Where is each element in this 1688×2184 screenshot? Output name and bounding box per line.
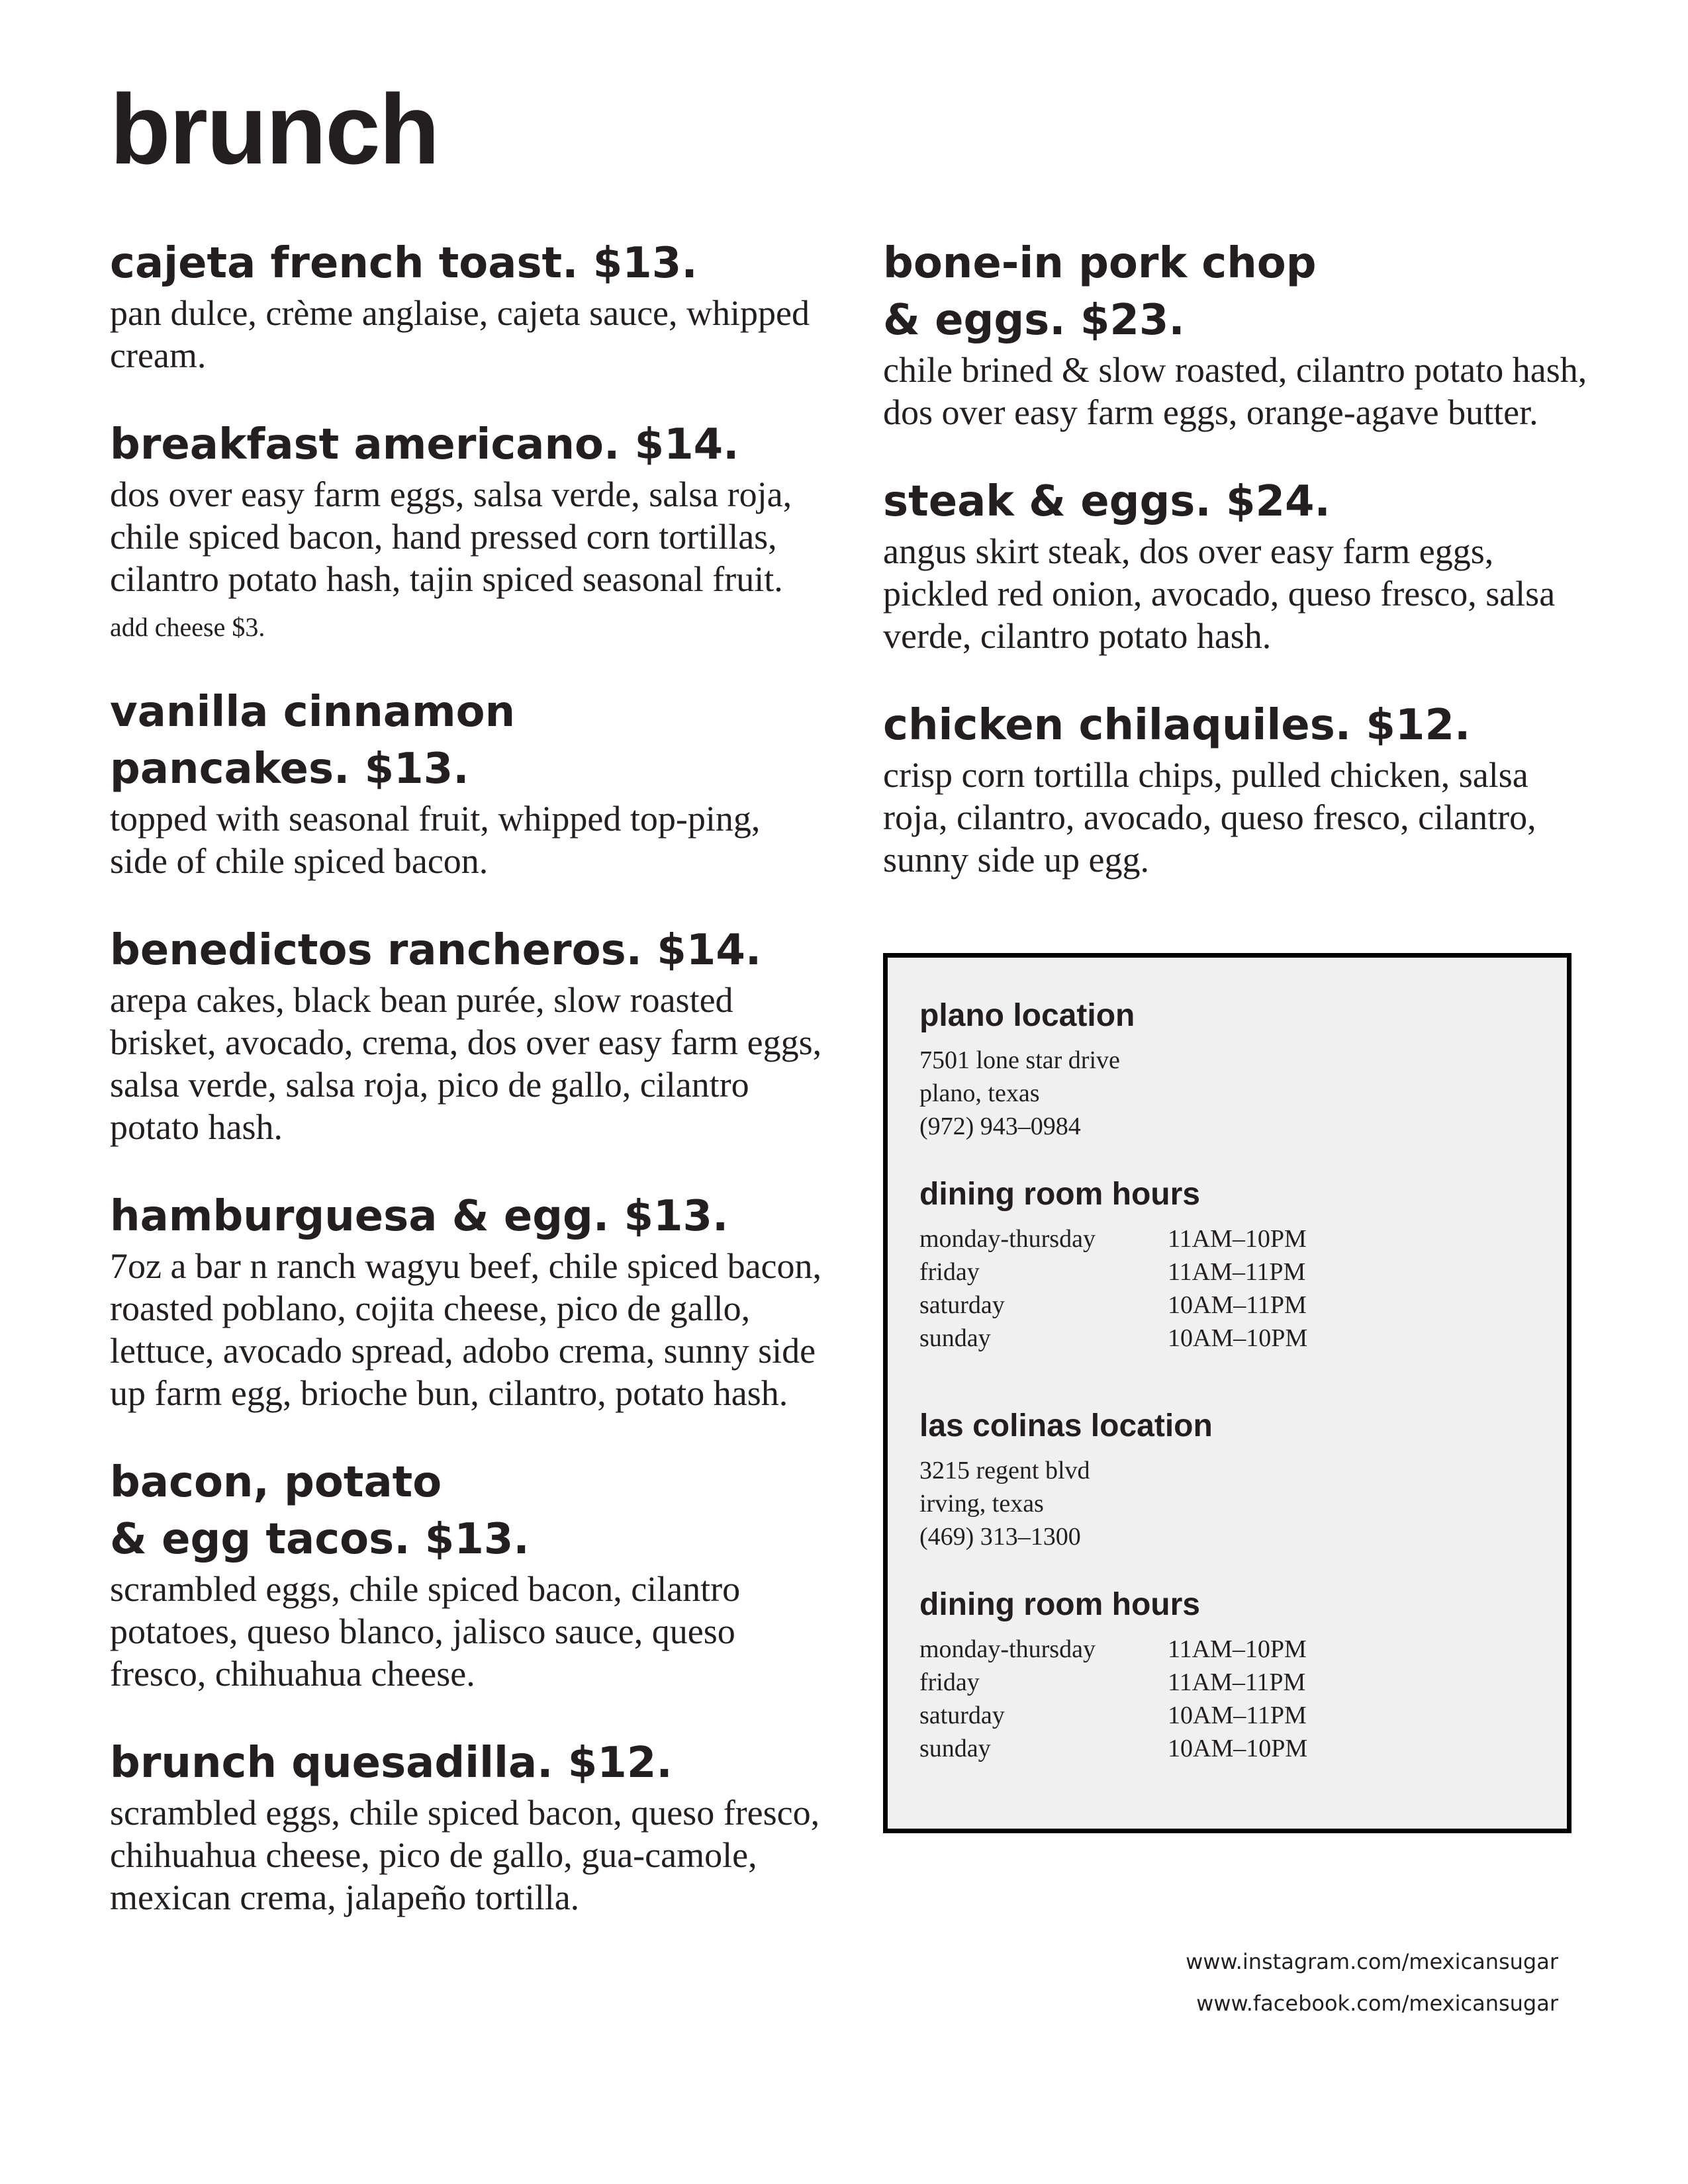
address-line: irving, texas — [919, 1490, 1044, 1518]
address-line: 3215 regent blvd — [919, 1457, 1090, 1484]
hours-row — [919, 1699, 1535, 1732]
menu-item — [883, 473, 1598, 657]
menu-item-description: topped with seasonal fruit, whipped top-ping, side of chile spiced bacon. — [110, 799, 761, 881]
facebook-link[interactable]: www.facebook.com/mexicansugar — [1196, 1991, 1558, 2016]
menu-item-title-line: bone-in pork chop — [883, 239, 1317, 288]
hours-day: sunday — [919, 1735, 991, 1762]
menu-item-title — [110, 416, 825, 473]
hours-time: 11AM–10PM — [1168, 1635, 1307, 1663]
menu-item — [110, 1454, 825, 1695]
menu-item-title — [110, 235, 825, 292]
menu-item-title — [883, 473, 1598, 530]
menu-item-title-line: benedictos rancheros. $14. — [110, 926, 762, 975]
menu-item-title-line: breakfast americano. $14. — [110, 420, 739, 469]
menu-item-title — [110, 1188, 825, 1245]
hours-row — [919, 1633, 1535, 1666]
menu-item-description: dos over easy farm eggs, salsa verde, salsa roja, chile spiced bacon, hand pressed corn tortillas, cilantro potato hash, tajin spiced seasonal fruit. — [110, 475, 792, 599]
hours-day: saturday — [919, 1291, 1005, 1319]
hours-day: sunday — [919, 1324, 991, 1352]
hours-time: 10AM–10PM — [1168, 1735, 1308, 1762]
hours-time: 11AM–11PM — [1168, 1258, 1306, 1286]
menu-column-right — [883, 235, 1598, 921]
menu-item-title-line: bacon, potato — [110, 1458, 442, 1507]
menu-item-description: 7oz a bar n ranch wagyu beef, chile spiced bacon, roasted poblano, cojita cheese, pico de gallo, lettuce, avocado spread, adobo crema, sunny side up farm egg, brioche bun, cilantro, potato hash. — [110, 1246, 822, 1413]
menu-item — [110, 416, 825, 644]
menu-item-title-line: chicken chilaquiles. $12. — [883, 701, 1471, 750]
hours-table — [919, 1222, 1535, 1355]
menu-item — [110, 1188, 825, 1414]
menu-item-title — [110, 922, 825, 979]
address-line: (972) 943–0984 — [919, 1113, 1081, 1140]
hours-heading: dining room hours — [919, 1177, 1200, 1212]
hours-row — [919, 1255, 1535, 1289]
page-title: brunch — [110, 73, 439, 185]
menu-item-description: scrambled eggs, chile spiced bacon, cilantro potatoes, queso blanco, jalisco sauce, queso fresco, chihuahua cheese. — [110, 1569, 741, 1694]
hours-day: friday — [919, 1258, 980, 1286]
hours-time: 10AM–10PM — [1168, 1324, 1308, 1352]
location-address — [919, 1454, 1535, 1553]
hours-time: 11AM–11PM — [1168, 1668, 1306, 1696]
menu-item — [110, 684, 825, 882]
menu-item-description: scrambled eggs, chile spiced bacon, queso fresco, chihuahua cheese, pico de gallo, gua-camole, mexican crema, jalapeño tortilla. — [110, 1793, 820, 1917]
location-heading: las colinas location — [919, 1408, 1213, 1443]
menu-item — [110, 235, 825, 377]
address-line: plano, texas — [919, 1079, 1040, 1107]
hours-time: 10AM–11PM — [1168, 1291, 1307, 1319]
hours-row — [919, 1666, 1535, 1699]
location-heading: plano location — [919, 998, 1135, 1033]
menu-item-title-line: cajeta french toast. $13. — [110, 239, 698, 288]
menu-item-description: crisp corn tortilla chips, pulled chicken, salsa roja, cilantro, avocado, queso fresco, cilantro, sunny side up egg. — [883, 755, 1536, 880]
menu-item-title-line: pancakes. $13. — [110, 745, 469, 794]
menu-item-description: chile brined & slow roasted, cilantro potato hash, dos over easy farm eggs, orange-agave butter. — [883, 350, 1587, 432]
menu-item-description: arepa cakes, black bean purée, slow roasted brisket, avocado, crema, dos over easy farm eggs, salsa verde, salsa roja, pico de gallo, cilantro potato hash. — [110, 980, 822, 1147]
address-line: 7501 lone star drive — [919, 1046, 1120, 1074]
hours-time: 11AM–10PM — [1168, 1225, 1307, 1253]
hours-row — [919, 1222, 1535, 1255]
menu-item — [883, 697, 1598, 881]
menu-item-title-line: vanilla cinnamon — [110, 688, 516, 737]
menu-item — [883, 235, 1598, 433]
location-address — [919, 1044, 1535, 1143]
hours-row — [919, 1732, 1535, 1765]
menu-item-title — [883, 697, 1598, 754]
hours-day: monday-thursday — [919, 1225, 1096, 1253]
menu-item-description: angus skirt steak, dos over easy farm eggs, pickled red onion, avocado, queso fresco, salsa verde, cilantro potato hash. — [883, 531, 1556, 656]
hours-time: 10AM–11PM — [1168, 1702, 1307, 1729]
hours-day: monday-thursday — [919, 1635, 1096, 1663]
menu-item — [110, 922, 825, 1148]
menu-item-title — [110, 684, 825, 797]
menu-item — [110, 1735, 825, 1919]
menu-item-title — [110, 1735, 825, 1792]
menu-item-title-line: steak & eggs. $24. — [883, 477, 1331, 526]
hours-day: saturday — [919, 1702, 1005, 1729]
menu-item-title-line: hamburguesa & egg. $13. — [110, 1192, 729, 1241]
hours-row — [919, 1289, 1535, 1322]
menu-item-title-line: brunch quesadilla. $12. — [110, 1739, 673, 1788]
menu-column-left — [110, 235, 825, 1958]
menu-item-title-line: & egg tacos. $13. — [110, 1515, 530, 1564]
hours-table — [919, 1633, 1535, 1765]
instagram-link[interactable]: www.instagram.com/mexicansugar — [1186, 1949, 1558, 1974]
locations-box — [883, 953, 1571, 1833]
hours-row — [919, 1322, 1535, 1355]
menu-item-title — [110, 1454, 825, 1568]
menu-item-note: add cheese $3. — [110, 612, 265, 642]
menu-item-description: pan dulce, crème anglaise, cajeta sauce, whipped cream. — [110, 293, 810, 375]
address-line: (469) 313–1300 — [919, 1523, 1081, 1551]
hours-heading: dining room hours — [919, 1587, 1200, 1622]
hours-day: friday — [919, 1668, 980, 1696]
menu-item-title-line: & eggs. $23. — [883, 296, 1185, 345]
menu-item-title — [883, 235, 1598, 349]
